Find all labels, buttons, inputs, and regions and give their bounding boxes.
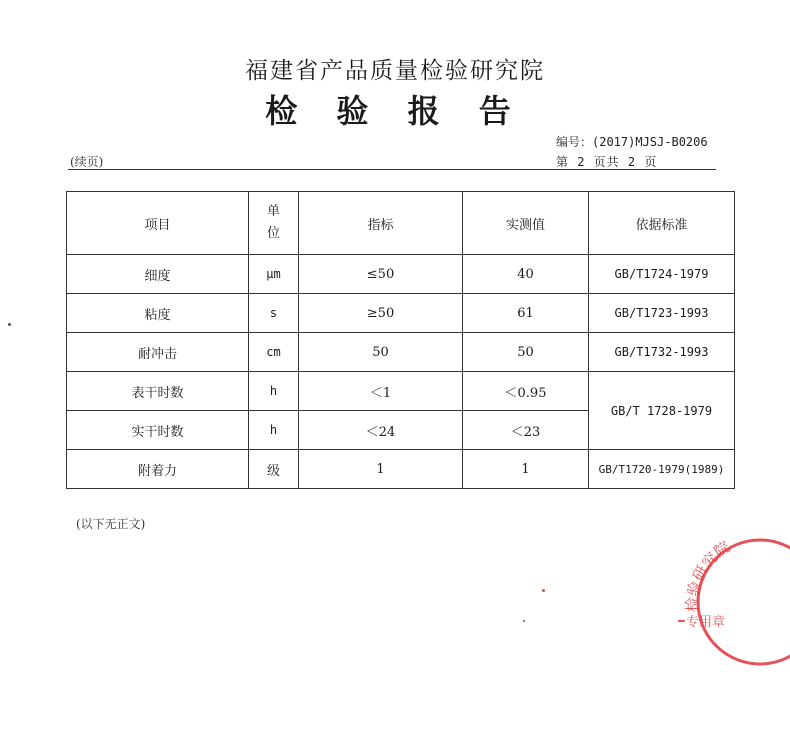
row-measured: 40	[463, 255, 589, 294]
table-row	[67, 333, 735, 372]
column-header-item: 项目	[67, 192, 249, 255]
row-spec: 50	[299, 333, 463, 372]
table-row	[67, 372, 735, 411]
institution-name: 福建省产品质量检验研究院	[245, 58, 545, 84]
row-item: 耐冲击	[67, 333, 249, 372]
scan-speck	[542, 589, 545, 592]
row-unit: μm	[249, 255, 299, 294]
official-seal-stamp	[676, 522, 790, 672]
continued-label: (续页)	[70, 155, 104, 169]
scan-speck	[523, 620, 525, 622]
table-row	[67, 255, 735, 294]
row-unit: h	[249, 372, 299, 411]
row-measured: 50	[463, 333, 589, 372]
column-header-measured: 实测值	[463, 192, 589, 255]
results-table	[66, 191, 735, 489]
seal-arc-text: 检验研究院	[683, 537, 734, 613]
scan-speck	[8, 323, 11, 326]
row-unit: h	[249, 411, 299, 450]
table-row	[67, 450, 735, 489]
column-header-spec: 指标	[299, 192, 463, 255]
row-item: 附着力	[67, 450, 249, 489]
row-standard: GB/T1720-1979(1989)	[589, 450, 735, 489]
table-header-row	[67, 192, 735, 255]
column-header-unit	[249, 192, 299, 255]
table-row	[67, 294, 735, 333]
row-item: 表干时数	[67, 372, 249, 411]
seal-bottom-text: 专用章	[686, 615, 726, 630]
report-title: 检 验 报 告	[265, 92, 525, 130]
column-header-standard: 依据标准	[589, 192, 735, 255]
row-standard: GB/T1724-1979	[589, 255, 735, 294]
row-spec: ＜24	[299, 411, 463, 450]
row-measured: ＜23	[463, 411, 589, 450]
row-spec: ≤50	[299, 255, 463, 294]
row-measured: 61	[463, 294, 589, 333]
row-spec: ≥50	[299, 294, 463, 333]
row-measured: 1	[463, 450, 589, 489]
header-divider	[68, 169, 716, 170]
row-unit: 级	[249, 450, 299, 489]
row-item: 细度	[67, 255, 249, 294]
row-item: 实干时数	[67, 411, 249, 450]
row-standard: GB/T1732-1993	[589, 333, 735, 372]
row-unit: cm	[249, 333, 299, 372]
unit-header-line2: 位	[266, 226, 280, 241]
unit-header-line1: 单	[266, 204, 280, 219]
end-of-text-note: (以下无正文)	[76, 517, 146, 531]
row-spec: 1	[299, 450, 463, 489]
row-measured: ＜0.95	[463, 372, 589, 411]
row-item: 粘度	[67, 294, 249, 333]
row-standard-merged: GB/T 1728-1979	[589, 372, 735, 450]
row-spec: ＜1	[299, 372, 463, 411]
row-unit: s	[249, 294, 299, 333]
report-number: 编号：(2017)MJSJ-B0206	[556, 135, 708, 149]
row-standard: GB/T1723-1993	[589, 294, 735, 333]
page-info: 第 2 页共 2 页	[556, 155, 658, 169]
